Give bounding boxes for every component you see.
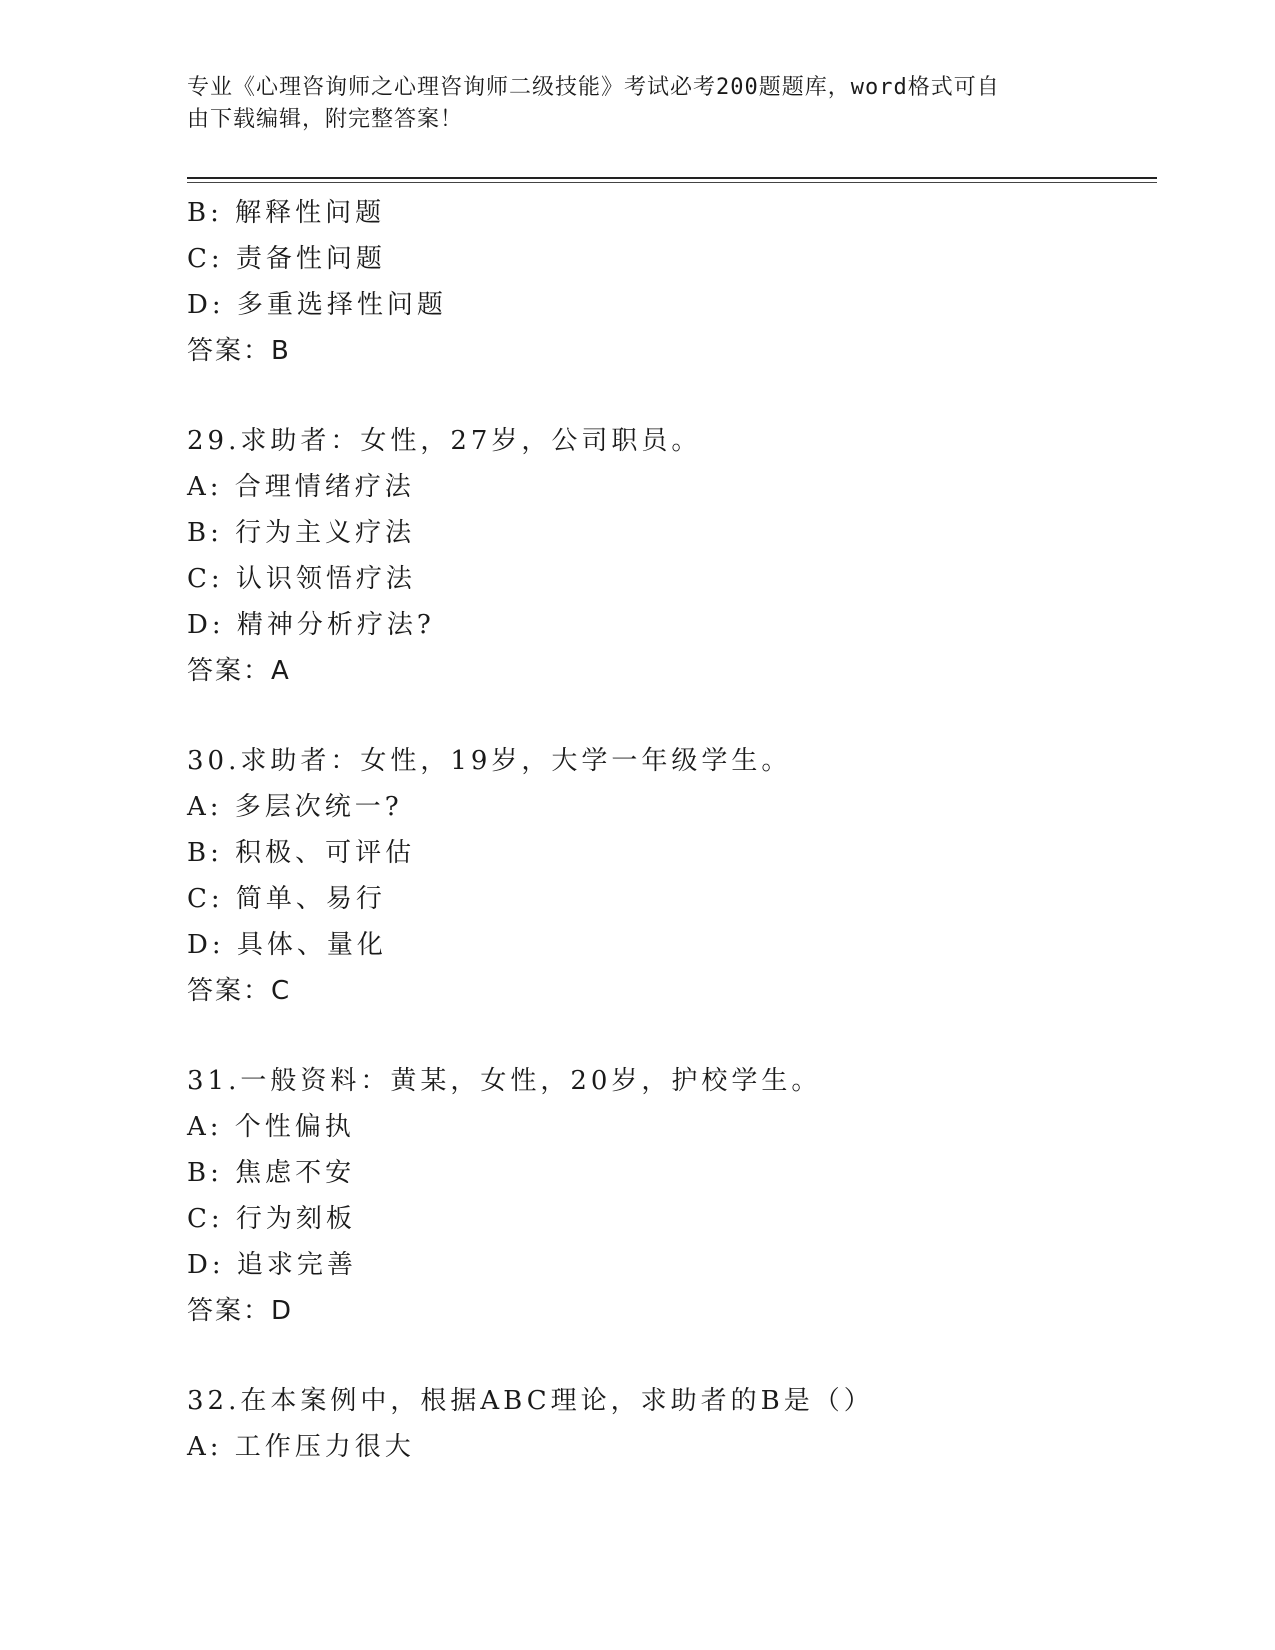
answer-label: 答案：C: [187, 976, 292, 1006]
answer-label: 答案：D: [187, 1296, 294, 1326]
question-30: [187, 738, 1167, 1014]
spacer: [187, 374, 1167, 418]
question-stem: 29.求助者：女性，27岁，公司职员。: [187, 426, 702, 456]
spacer: [187, 694, 1167, 738]
answer-label: 答案：A: [187, 656, 291, 686]
option-a: A: 合理情绪疗法: [187, 472, 415, 502]
question-list: [187, 190, 1167, 1470]
option-d: D: 多重选择性问题: [187, 290, 447, 320]
question-stem: 30.求助者：女性，19岁，大学一年级学生。: [187, 746, 792, 776]
header-line-2: 由下载编辑，附完整答案！: [187, 107, 464, 132]
question-28-continued: [187, 190, 1167, 374]
answer-label: 答案：B: [187, 336, 291, 366]
document-header: [187, 72, 1077, 136]
option-c: C: 认识领悟疗法: [187, 564, 416, 594]
header-divider-thin: [187, 182, 1157, 183]
option-a: A: 多层次统一?: [187, 792, 403, 822]
option-c: C: 行为刻板: [187, 1204, 356, 1234]
header-line-1: 专业《心理咨询师之心理咨询师二级技能》考试必考200题题库，word格式可自: [187, 75, 1000, 100]
option-c: C: 简单、易行: [187, 884, 386, 914]
question-29: [187, 418, 1167, 694]
question-31: [187, 1058, 1167, 1334]
question-stem: 31.一般资料：黄某，女性，20岁，护校学生。: [187, 1066, 822, 1096]
option-b: B: 积极、可评估: [187, 838, 416, 868]
option-b: B: 行为主义疗法: [187, 518, 416, 548]
spacer: [187, 1334, 1167, 1378]
spacer: [187, 1014, 1167, 1058]
option-b: B: 解释性问题: [187, 198, 386, 228]
option-b: B: 焦虑不安: [187, 1158, 356, 1188]
header-divider-thick: [187, 177, 1157, 179]
option-a: A: 个性偏执: [187, 1112, 355, 1142]
option-a: A: 工作压力很大: [187, 1432, 415, 1462]
option-d: D: 精神分析疗法?: [187, 610, 435, 640]
option-c: C: 责备性问题: [187, 244, 386, 274]
option-d: D: 具体、量化: [187, 930, 387, 960]
option-d: D: 追求完善: [187, 1250, 357, 1280]
question-32: [187, 1378, 1167, 1470]
question-stem: 32.在本案例中，根据ABC理论，求助者的B是（）: [187, 1386, 874, 1416]
